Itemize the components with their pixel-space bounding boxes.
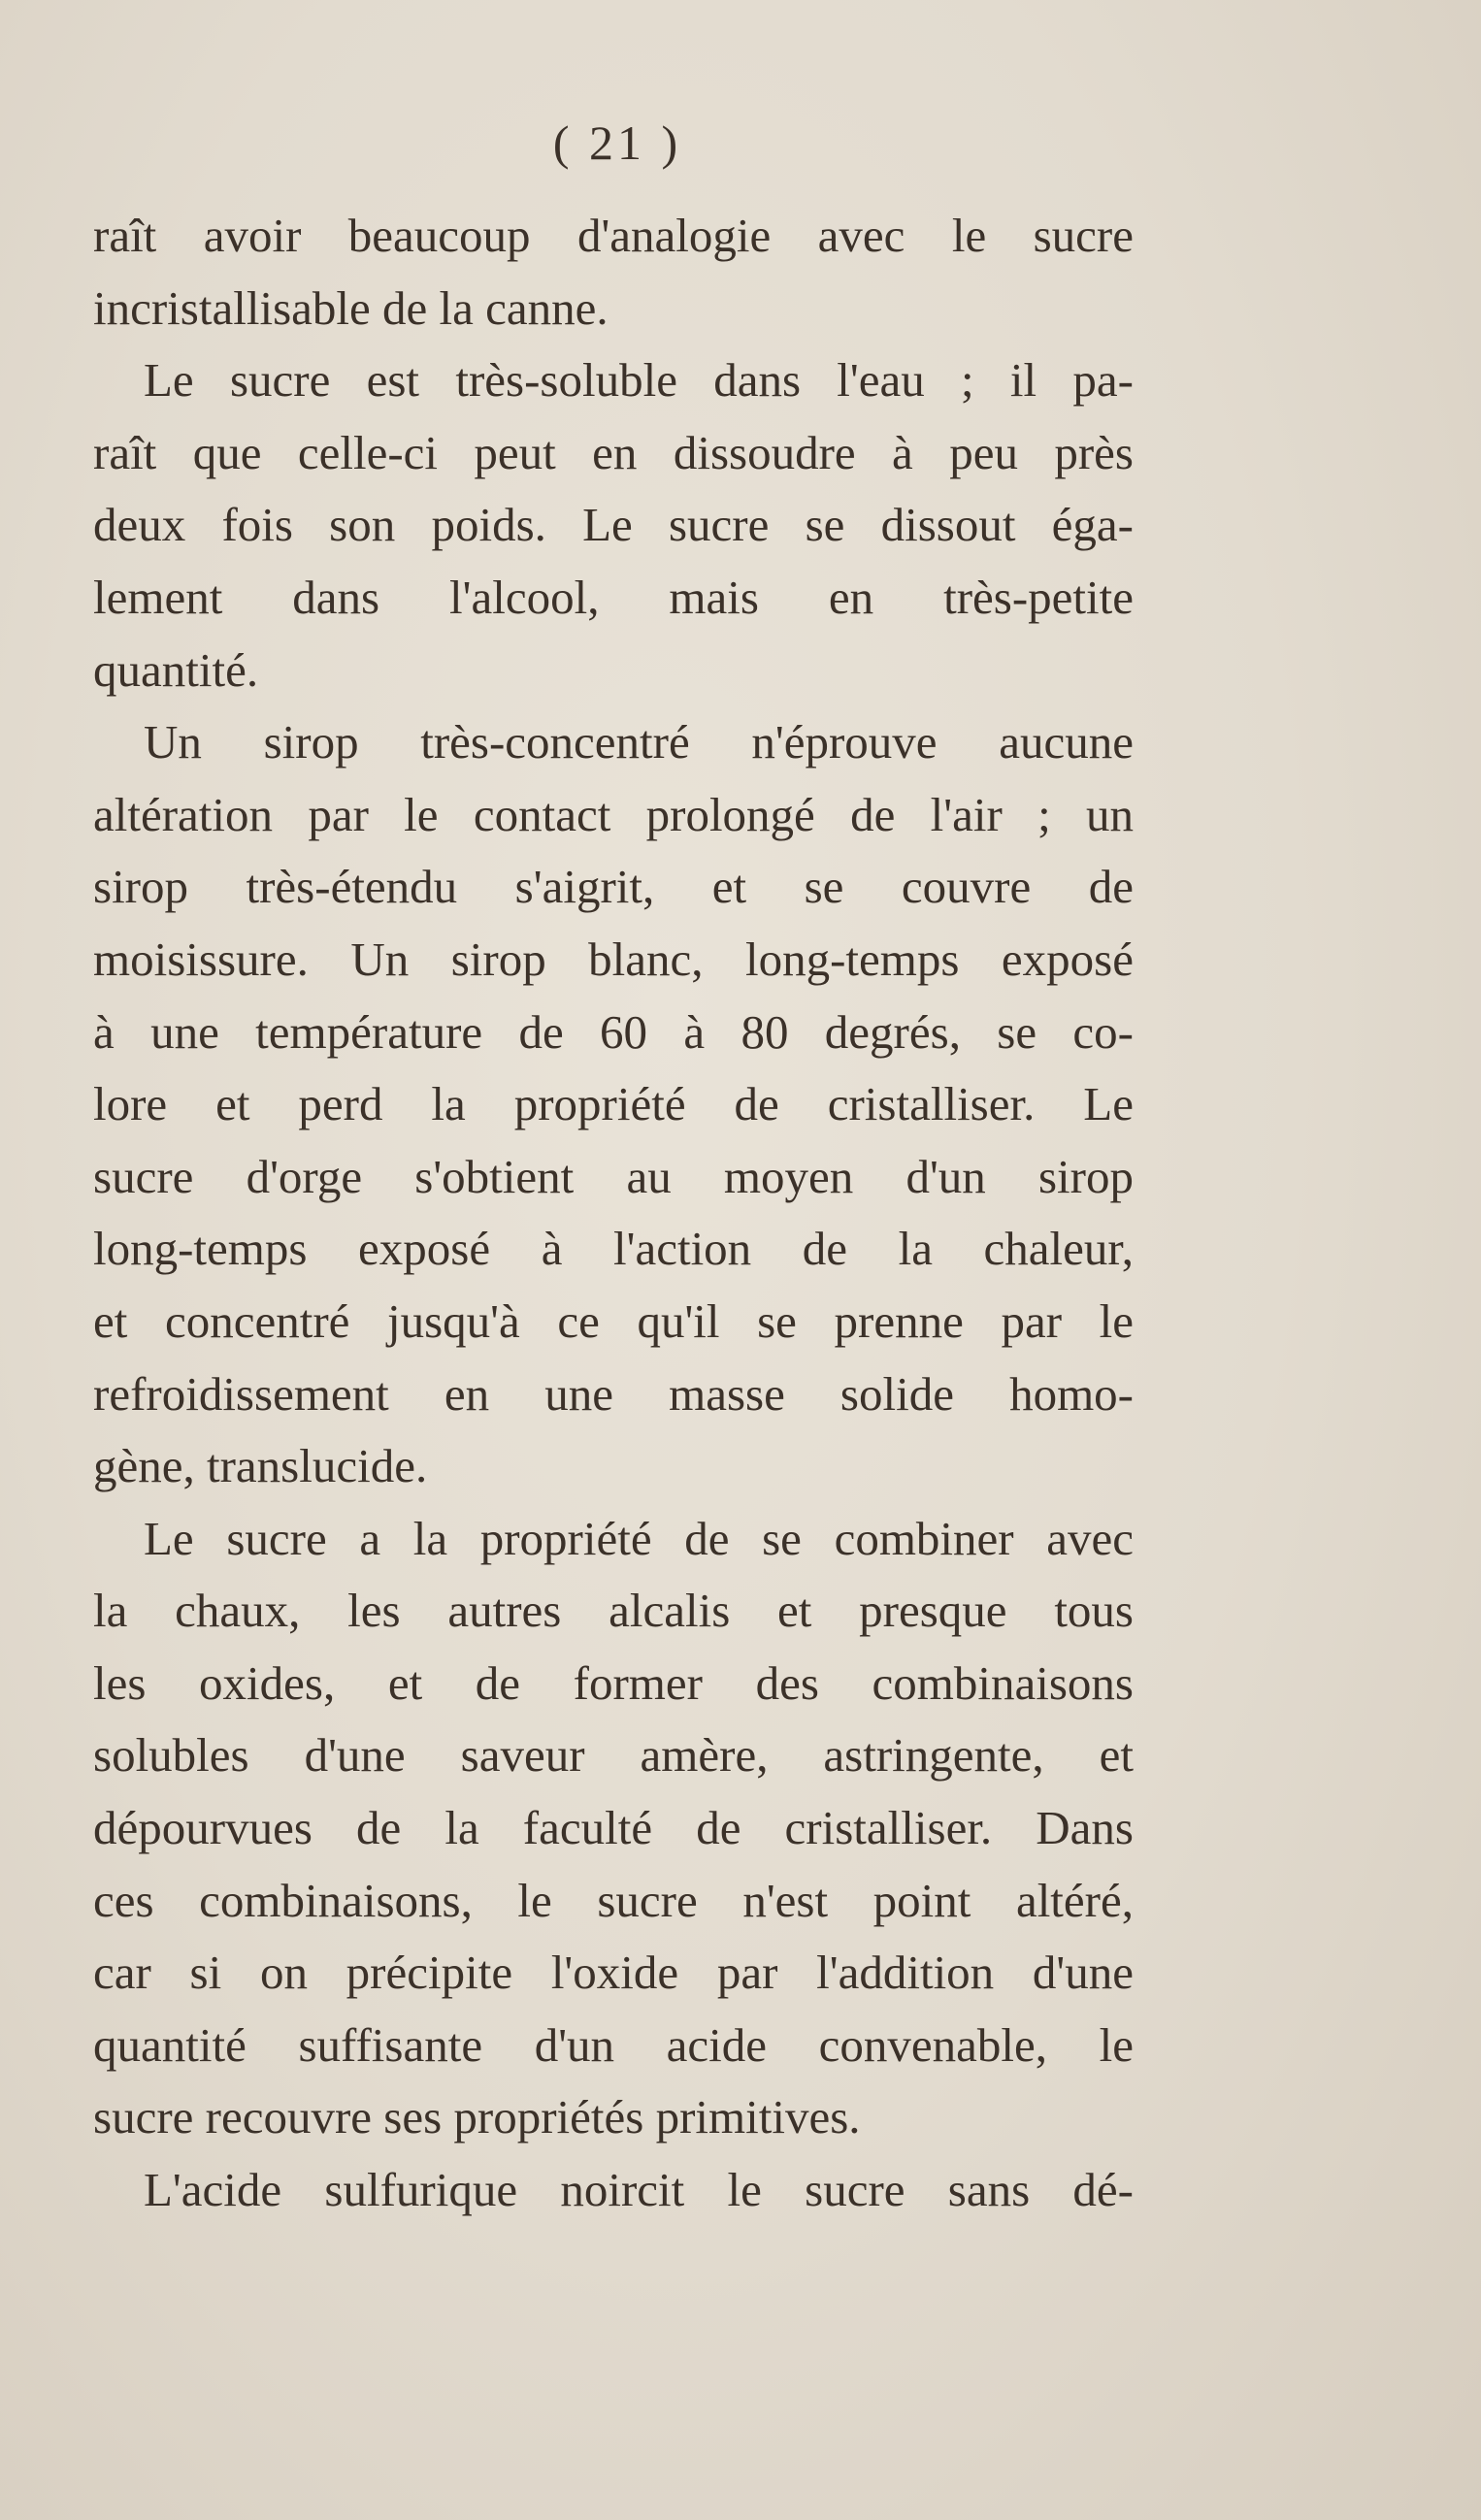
text-line: Le sucre a la propriété de se combiner avec bbox=[144, 1511, 1134, 1565]
text-line: altération par le contact prolongé de l'air ; un bbox=[93, 787, 1134, 841]
text-line: ces combinaisons, le sucre n'est point altéré, bbox=[93, 1873, 1134, 1927]
text-line: L'acide sulfurique noircit le sucre sans dé- bbox=[144, 2163, 1134, 2217]
text-line: et concentré jusqu'à ce qu'il se prenne par le bbox=[93, 1293, 1134, 1348]
text-line: lore et perd la propriété de cristalliser. Le bbox=[93, 1077, 1134, 1131]
body-text bbox=[93, 200, 1134, 2227]
text-line: moisissure. Un sirop blanc, long-temps exposé bbox=[93, 932, 1134, 986]
text-line: Un sirop très-concentré n'éprouve aucune bbox=[144, 715, 1134, 769]
text-line: lement dans l'alcool, mais en très-petite bbox=[93, 570, 1134, 624]
text-line: car si on précipite l'oxide par l'addition d'une bbox=[93, 1946, 1134, 2000]
text-line: raît avoir beaucoup d'analogie avec le sucre bbox=[93, 209, 1134, 262]
text-line: deux fois son poids. Le sucre se dissout éga- bbox=[93, 498, 1134, 552]
text-line: sirop très-étendu s'aigrit, et se couvre de bbox=[93, 860, 1134, 914]
text-line: sucre d'orge s'obtient au moyen d'un sirop bbox=[93, 1149, 1134, 1203]
text-line: gène, translucide. bbox=[93, 1439, 428, 1493]
text-line: long-temps exposé à l'action de la chaleur, bbox=[93, 1222, 1134, 1276]
text-line: raît que celle-ci peut en dissoudre à peu près bbox=[93, 425, 1134, 479]
text-line: incristallisable de la canne. bbox=[93, 280, 609, 335]
text-line: quantité. bbox=[93, 642, 259, 697]
text-line: dépourvues de la faculté de cristalliser. Dans bbox=[93, 1801, 1134, 1855]
text-line: quantité suffisante d'un acide convenable, le bbox=[93, 2017, 1134, 2072]
text-line: les oxides, et de former des combinaisons bbox=[93, 1655, 1134, 1710]
text-line: sucre recouvre ses propriétés primitives. bbox=[93, 2090, 861, 2144]
text-line: Le sucre est très-soluble dans l'eau ; il pa- bbox=[144, 353, 1134, 408]
page-number: ( 21 ) bbox=[552, 115, 682, 170]
text-line: solubles d'une saveur amère, astringente, et bbox=[93, 1728, 1134, 1783]
text-line: la chaux, les autres alcalis et presque tous bbox=[93, 1584, 1134, 1638]
text-line: refroidissement en une masse solide homo- bbox=[93, 1366, 1134, 1421]
text-line: à une température de 60 à 80 degrés, se co- bbox=[93, 1004, 1134, 1059]
